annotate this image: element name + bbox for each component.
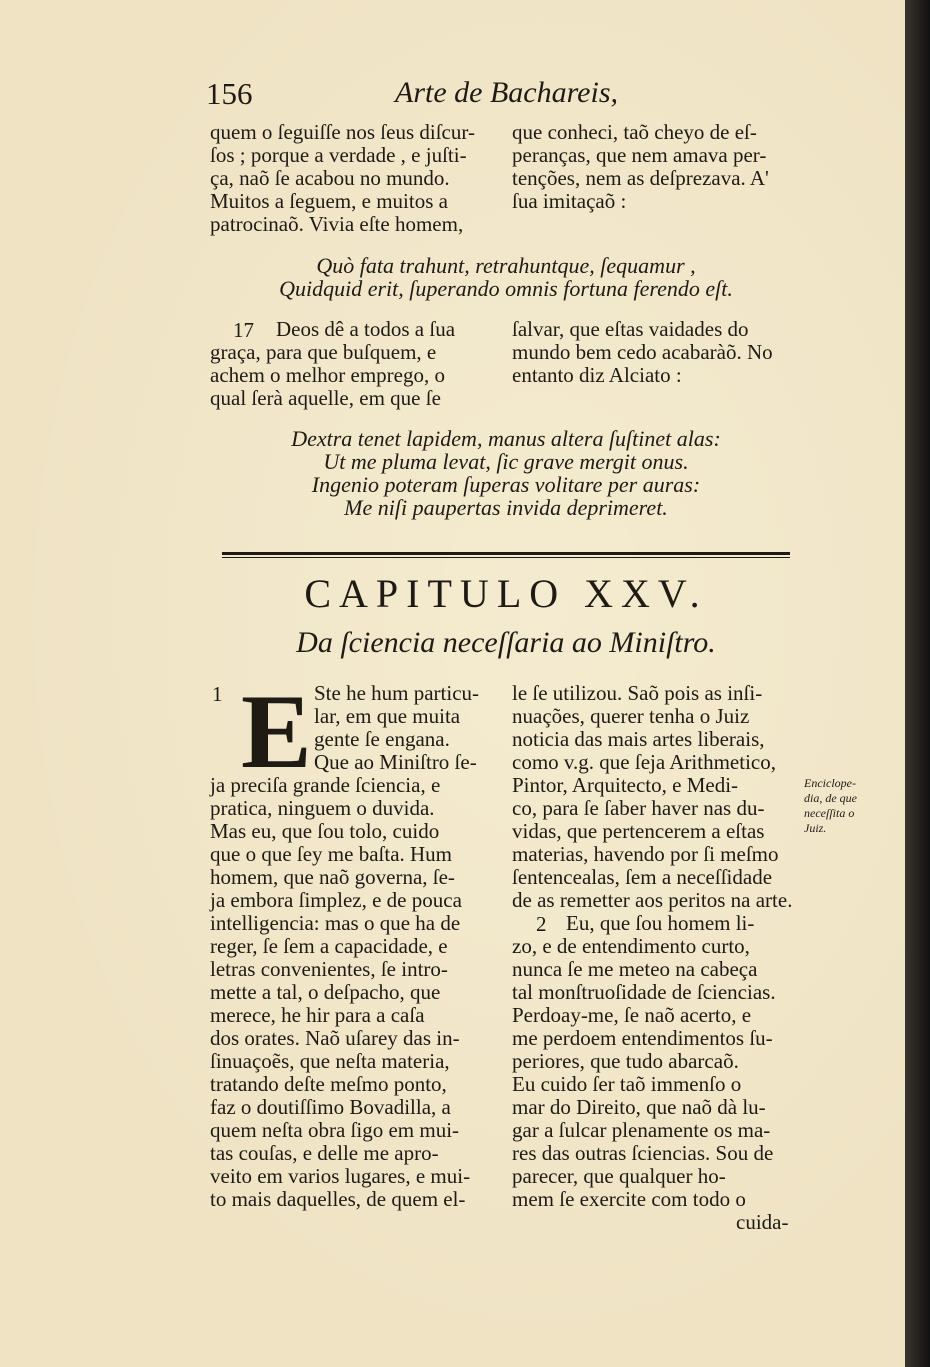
- body-right-column: [512, 682, 792, 912]
- text-line: vidas, que pertencerem a eſtas: [512, 819, 765, 843]
- text-line: Que ao Miniſtro ſe-: [314, 750, 477, 774]
- text-line: merece, he hir para a caſa: [210, 1003, 425, 1027]
- text-line: reger, ſe ſem a capacidade, e: [210, 934, 448, 958]
- paragraph-number: 2: [536, 912, 547, 936]
- text-line: tas couſas, e delle me apro-: [210, 1141, 439, 1165]
- dropcap-lines: [314, 682, 479, 774]
- text-line: que o que ſey me baſta. Hum: [210, 842, 453, 866]
- paragraph-number: 17: [233, 318, 254, 342]
- verse-line: Quidquid erit, ſuperando omnis fortuna ferendo eſt.: [279, 276, 733, 301]
- text-line: veito em varios lugares, e mui-: [210, 1164, 471, 1188]
- drop-cap: E: [241, 673, 312, 790]
- text-line: le ſe utilizou. Saõ pois as inſi-: [512, 681, 763, 705]
- verse-line: Me niſi paupertas invida deprimeret.: [344, 495, 668, 520]
- text-line: gar a ſulcar plenamente os ma-: [512, 1118, 771, 1142]
- top-left-column: [210, 121, 475, 236]
- text-line: letras convenientes, ſe intro-: [210, 957, 448, 981]
- page-number: 156: [206, 76, 253, 111]
- text-line: Deos dê a todos a ſua: [276, 317, 456, 341]
- note-line: neceſſita o: [804, 806, 855, 820]
- margin-note: [804, 776, 857, 836]
- text-line: parecer, que qualquer ho-: [512, 1164, 726, 1188]
- text-line: dos orates. Naõ uſarey das in-: [210, 1026, 460, 1050]
- verse-line: Quò fata trahunt, retrahuntque, ſequamur ,: [316, 253, 696, 278]
- text-line: ça, naõ ſe acabou no mundo.: [210, 166, 450, 190]
- para17-right-column: [512, 318, 773, 387]
- text-line: faz o doutiſſimo Bovadilla, a: [210, 1095, 451, 1119]
- note-line: Enciclope-: [804, 776, 856, 790]
- text-line: pratica, ninguem o duvida.: [210, 796, 435, 820]
- text-line: mem ſe exercite com todo o: [512, 1187, 746, 1211]
- body-left-column: [210, 774, 470, 1211]
- text-line: quem neſta obra ſigo em mui-: [210, 1118, 460, 1142]
- running-title: Arte de Bachareis,: [395, 76, 618, 109]
- text-line: Perdoay-me, ſe naõ acerto, e: [512, 1003, 752, 1027]
- para17-left-column: [210, 341, 445, 410]
- text-line: gente ſe engana.: [314, 727, 450, 751]
- text-line: entanto diz Alciato :: [512, 363, 682, 387]
- text-line: tratando deſte meſmo ponto,: [210, 1072, 447, 1096]
- text-line: nunca ſe me meteo na cabeça: [512, 957, 758, 981]
- text-line: quem o ſeguiſſe nos ſeus diſcur-: [210, 120, 475, 144]
- text-line: ſalvar, que eſtas vaidades do: [512, 317, 749, 341]
- verse-line: Ut me pluma levat, ſic grave mergit onus.: [323, 449, 689, 474]
- text-line: co, para ſe ſaber haver nas du-: [512, 796, 765, 820]
- text-line: graça, para que buſquem, e: [210, 340, 437, 364]
- text-line: lar, em que muita: [314, 704, 461, 728]
- latin-verse-2: [222, 427, 790, 519]
- para2-right-column: [512, 935, 776, 1211]
- text-line: Muitos a ſeguem, e muitos a: [210, 189, 448, 213]
- chapter-subtitle: Da ſciencia neceſſaria ao Miniſtro.: [296, 626, 716, 659]
- text-line: mar do Direito, que naõ dà lu-: [512, 1095, 766, 1119]
- text-line: que conheci, taõ cheyo de eſ-: [512, 120, 757, 144]
- verse-line: Dextra tenet lapidem, manus altera ſuſtinet alas:: [291, 426, 721, 451]
- text-line: patrocinaõ. Vivia eſte homem,: [210, 212, 464, 236]
- text-line: ſentencealas, ſem a neceſſidade: [512, 865, 773, 889]
- text-line: materias, havendo por ſi meſmo: [512, 842, 779, 866]
- text-line: ſua imitaçaõ :: [512, 189, 627, 213]
- text-line: zo, e de entendimento curto,: [512, 934, 750, 958]
- text-line: qual ſerà aquelle, em que ſe: [210, 386, 441, 410]
- text-line: ſinuaçoẽs, que neſta materia,: [210, 1049, 450, 1073]
- text-line: Eu cuido ſer taõ immenſo o: [512, 1072, 742, 1096]
- text-line: res das outras ſciencias. Sou de: [512, 1141, 774, 1165]
- text-line: peranças, que nem amava per-: [512, 143, 767, 167]
- paragraph-number: 1: [212, 682, 223, 706]
- text-line: ja preciſa grande ſciencia, e: [210, 773, 441, 797]
- para17-first-line: [276, 318, 455, 341]
- text-line: tal monſtruoſidade de ſciencias.: [512, 980, 776, 1004]
- note-line: dia, de que: [804, 791, 857, 805]
- text-line: de as remetter aos peritos na arte.: [512, 888, 793, 912]
- text-line: tenções, nem as deſprezava. A': [512, 166, 769, 190]
- catchword: [736, 1211, 788, 1234]
- page-header: [0, 72, 905, 112]
- text-line: to mais daquelles, de quem el-: [210, 1187, 466, 1211]
- text-line: noticia das mais artes liberais,: [512, 727, 765, 751]
- text-line: Ste he hum particu-: [314, 681, 480, 705]
- text-line: ja embora ſimplez, e de pouca: [210, 888, 462, 912]
- latin-verse-1: [222, 254, 790, 300]
- text-line: Mas eu, que ſou tolo, cuido: [210, 819, 440, 843]
- chapter-rule-thin: [222, 557, 790, 558]
- text-line: me perdoem entendimentos ſu-: [512, 1026, 773, 1050]
- text-line: como v.g. que ſeja Arithmetico,: [512, 750, 776, 774]
- top-right-column: [512, 121, 769, 213]
- text-line: Pintor, Arquitecto, e Medi-: [512, 773, 739, 797]
- verse-line: Ingenio poteram ſuperas volitare per auras:: [311, 472, 701, 497]
- text-line: homem, que naõ governa, ſe-: [210, 865, 455, 889]
- para2-first-line: [566, 912, 754, 935]
- text-line: intelligencia: mas o que ha de: [210, 911, 461, 935]
- text-line: mundo bem cedo acabaràõ. No: [512, 340, 773, 364]
- text-line: achem o melhor emprego, o: [210, 363, 445, 387]
- text-line: mette a tal, o deſpacho, que: [210, 980, 441, 1004]
- chapter-title: CAPITULO XXV.: [304, 571, 708, 616]
- chapter-rule: [222, 552, 790, 555]
- text-line: Eu, que ſou homem li-: [566, 911, 755, 935]
- text-line: nuações, querer tenha o Juiz: [512, 704, 750, 728]
- book-gutter: [905, 0, 930, 1367]
- note-line: Juiz.: [804, 821, 827, 835]
- text-line: periores, que tudo abarcaõ.: [512, 1049, 739, 1073]
- catchword-text: cuida-: [736, 1210, 789, 1234]
- text-line: ſos ; porque a verdade , e juſti-: [210, 143, 467, 167]
